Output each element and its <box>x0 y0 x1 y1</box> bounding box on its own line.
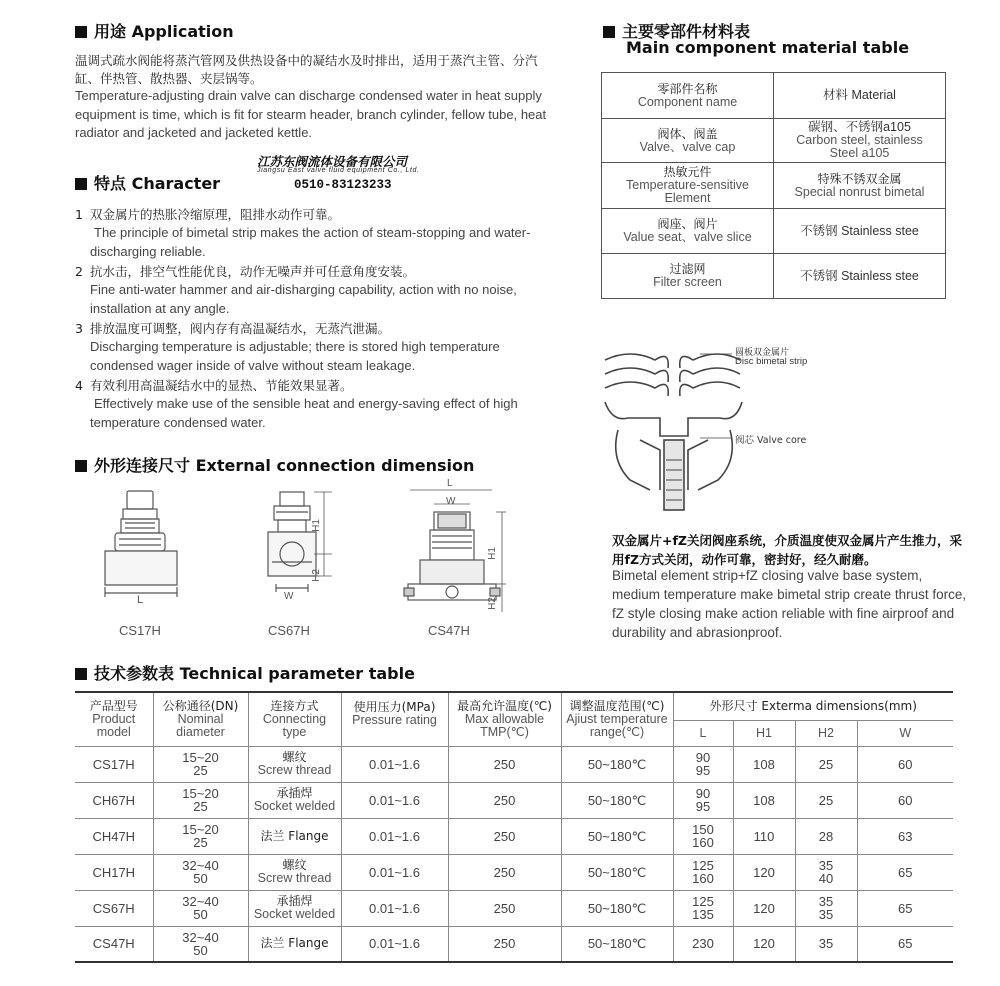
material-row: 阀座、阀片 Value seat、valve slice 不锈钢 Stainless stee <box>602 209 946 254</box>
application-cn: 温调式疏水阀能将蒸汽管网及供热设备中的凝结水及时排出，适用于蒸汽主管、分汽缸、伴热管、散热器、夹层锅等。 <box>75 53 538 86</box>
company-name-en: Jiangsu East valve fluid equipment Co., Ltd. <box>257 167 420 174</box>
header-W: W <box>857 720 953 746</box>
material-table <box>601 72 946 299</box>
cs67h-dim-W: W <box>284 591 294 602</box>
header-material: 材料 Material <box>774 73 946 119</box>
diagram-label-bimetal-en: Disc bimetal strip <box>735 356 808 367</box>
square-bullet-icon <box>75 26 87 38</box>
character-item <box>75 206 553 263</box>
header-H1: H1 <box>733 720 795 746</box>
character-item <box>75 320 553 377</box>
header-connection: 连接方式 Connecting type <box>248 692 341 746</box>
cs67h-dim-H1: H1 <box>310 519 322 532</box>
cs47h-dim-H1: H1 <box>486 547 498 560</box>
cs47h-label: CS47H <box>428 623 470 638</box>
cs47h-dim-W: W <box>446 496 456 507</box>
tech-heading: 技术参数表 Technical parameter table <box>75 661 415 684</box>
item-cn: 抗水击，排空气性能优良，动作无噪声并可任意角度安装。 <box>90 264 416 279</box>
header-L: L <box>673 720 733 746</box>
material-header-row <box>602 73 946 119</box>
material-heading-cn: 主要零部件材料表 <box>603 19 750 42</box>
item-en: Discharging temperature is adjustable; there is stored high temperature condensed wager inside of valve without steam leakage. <box>90 339 500 373</box>
tech-table <box>75 691 953 963</box>
table-row: CH47H 15~20 25 法兰 Flange 0.01~1.6 250 50~180℃ 150 160 110 28 63 <box>75 818 953 854</box>
material-row: 过滤网 Filter screen 不锈钢 Stainless stee <box>602 254 946 299</box>
valve-cross-section-drawing <box>600 340 750 515</box>
table-row: CH67H 15~20 25 承插焊 Socket welded 0.01~1.6 250 50~180℃ 90 95 108 25 60 <box>75 782 953 818</box>
item-number: 1 <box>75 207 83 222</box>
table-row: CH17H 32~40 50 螺纹 Screw thread 0.01~1.6 250 50~180℃ 125 160 120 35 40 65 <box>75 854 953 890</box>
character-item <box>75 263 553 320</box>
cs67h-dim-H2: H2 <box>310 569 322 582</box>
square-bullet-icon <box>603 26 615 38</box>
material-row: 阀体、阀盖 Valve、valve cap 碳钢、不锈钢a105 Carbon steel, stainless Steel a105 <box>602 119 946 163</box>
item-cn: 有效利用高温凝结水中的显热、节能效果显著。 <box>90 378 353 393</box>
cs67h-drawing <box>262 488 337 618</box>
square-bullet-icon <box>75 460 87 472</box>
header-max-temp: 最高允许温度(℃) Max allowable TMP(℃) <box>448 692 561 746</box>
character-item <box>75 377 553 434</box>
item-en: Fine anti-water hammer and air-disharging capability, action with no noise, installation at any angle. <box>90 282 517 316</box>
bimetal-en: Bimetal element strip+fZ closing valve base system, medium temperature make bimetal strip create thrust force, fZ style closing make action reliable with fine airproof and durability and abrasionproof. <box>612 568 967 640</box>
item-en: The principle of bimetal strip makes the action of steam-stopping and water-discharging reliable. <box>90 225 531 259</box>
square-bullet-icon <box>75 668 87 680</box>
table-row: CS47H 32~40 50 法兰 Flange 0.01~1.6 250 50~180℃ 230 120 35 65 <box>75 926 953 962</box>
company-phone: 0510-83123233 <box>294 178 392 192</box>
cs67h-label: CS67H <box>268 623 310 638</box>
header-H2: H2 <box>795 720 857 746</box>
diagram-label-bimetal-cn: 圆板双金属片 <box>735 348 790 358</box>
table-row: CS17H 15~20 25 螺纹 Screw thread 0.01~1.6 250 50~180℃ 90 95 108 25 60 <box>75 746 953 782</box>
character-list <box>75 206 553 434</box>
square-bullet-icon <box>75 178 87 190</box>
tech-header-row <box>75 692 953 720</box>
item-cn: 双金属片的热胀冷缩原理，阻排水动作可靠。 <box>90 207 341 222</box>
application-en: Temperature-adjusting drain valve can discharge condensed water in heat supply equipment is time, which is fit for stearm header, branch cylinder, fellow tube, heat radiator and jacketed and jacketed kettle. <box>75 88 547 140</box>
table-row: CS67H 32~40 50 承插焊 Socket welded 0.01~1.6 250 50~180℃ 125 135 120 35 35 65 <box>75 890 953 926</box>
header-dimensions: 外形尺寸 Exterma dimensions(mm) <box>673 692 953 720</box>
item-en: Effectively make use of the sensible heat and energy-saving effect of high temperature condensed water. <box>90 396 518 430</box>
header-pressure: 使用压力(MPa) Pressure rating <box>341 692 448 746</box>
header-model: 产品型号 Product model <box>75 692 153 746</box>
cs17h-drawing <box>95 485 195 620</box>
company-name-cn: 江苏东阀流体设备有限公司 <box>257 154 408 169</box>
item-number: 2 <box>75 264 83 279</box>
item-number: 3 <box>75 321 83 336</box>
cs17h-dim-L: L <box>137 594 144 606</box>
header-dn: 公称通径(DN) Nominal diameter <box>153 692 248 746</box>
diagram-label-valve-core: 阀芯 Valve core <box>735 435 807 446</box>
item-cn: 排放温度可调整，阀内存有高温凝结水，无蒸汽泄漏。 <box>90 321 391 336</box>
cs17h-label: CS17H <box>119 623 161 638</box>
character-heading: 特点 Character <box>75 171 220 194</box>
external-heading: 外形连接尺寸 External connection dimension <box>75 453 474 476</box>
cs47h-dim-L: L <box>447 478 453 489</box>
material-row: 热敏元件 Temperature-sensitive Element 特殊不锈双金属 Special nonrust bimetal <box>602 163 946 209</box>
bimetal-cn: 双金属片+fZ关闭阀座系统，介质温度使双金属片产生推力，采用fZ方式关闭，动作可靠，密封好，经久耐磨。 <box>612 533 962 567</box>
application-heading: 用途 Application <box>75 19 234 42</box>
material-heading-en: Main component material table <box>626 38 910 57</box>
header-component: 零部件名称 Component name <box>602 73 774 119</box>
header-temp-range: 调整温度范围(℃) Ajiust temperature range(℃) <box>561 692 673 746</box>
item-number: 4 <box>75 378 83 393</box>
cs47h-dim-H2: H2 <box>486 597 498 610</box>
